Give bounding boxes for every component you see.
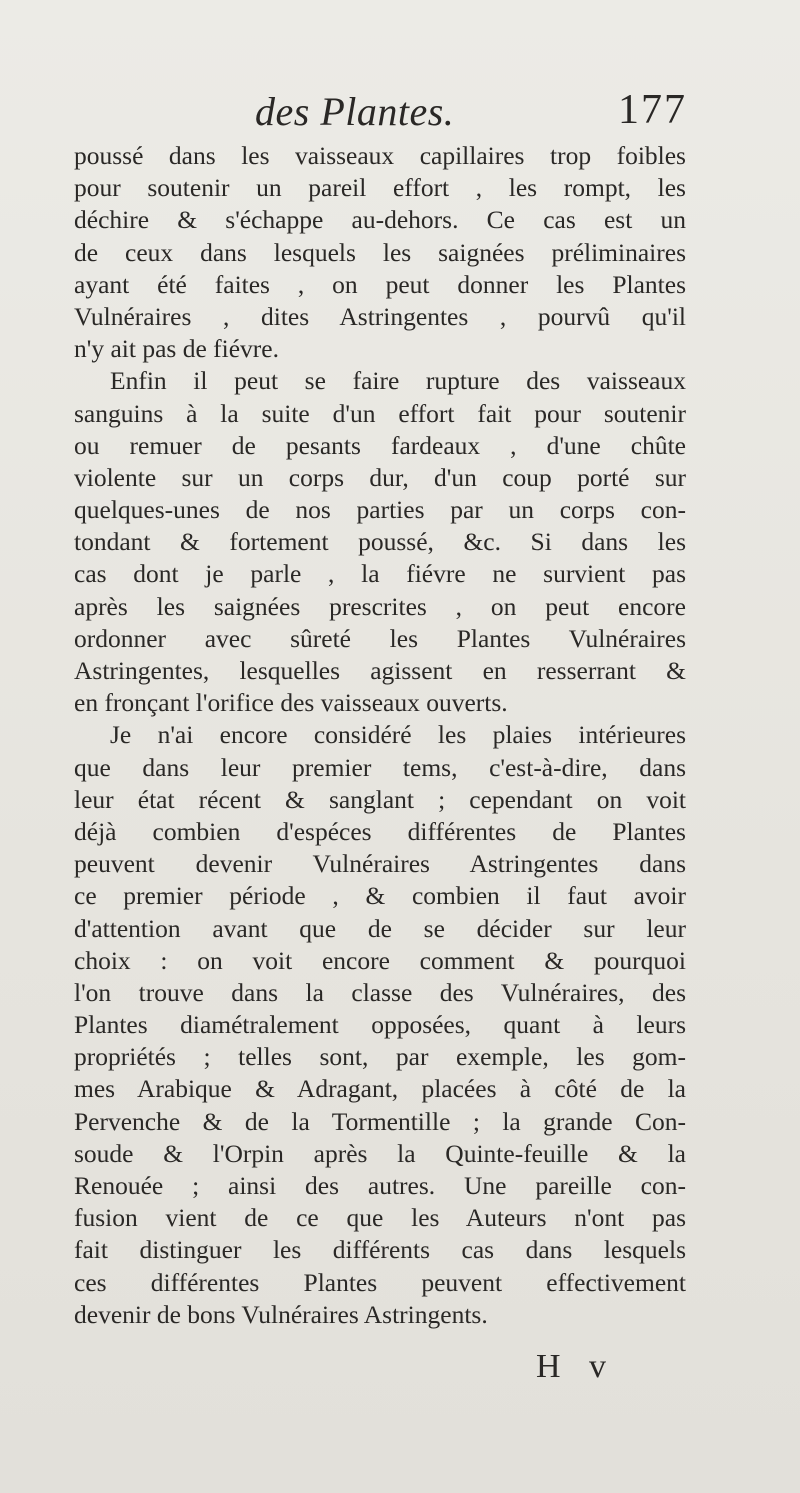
page-number: 177 bbox=[618, 87, 687, 133]
text-line: déchire & s'échappe au-dehors. Ce cas est un bbox=[74, 205, 686, 235]
text-line: peuvent devenir Vulnéraires Astringentes dans bbox=[74, 849, 686, 879]
body-text bbox=[74, 140, 686, 1331]
text-line: propriétés ; telles sont, par exemple, les gom- bbox=[74, 1042, 686, 1072]
text-line: sanguins à la suite d'un effort fait pour soutenir bbox=[74, 398, 686, 428]
text-line: soude & l'Orpin après la Quinte-feuille & la bbox=[74, 1138, 686, 1168]
text-line: violente sur un corps dur, d'un coup porté sur bbox=[74, 462, 686, 492]
text-line: n'y ait pas de fiévre. bbox=[74, 334, 279, 364]
text-line: ces différentes Plantes peuvent effectivement bbox=[74, 1267, 686, 1297]
text-line: d'attention avant que de se décider sur leur bbox=[74, 913, 686, 943]
paragraph-3 bbox=[74, 719, 686, 1331]
signature-mark: H v bbox=[536, 1348, 617, 1385]
text-line: ou remuer de pesants fardeaux , d'une chûte bbox=[74, 430, 686, 460]
text-line: en fronçant l'orifice des vaisseaux ouverts. bbox=[74, 688, 508, 718]
text-line: Je n'ai encore considéré les plaies intérieures bbox=[110, 720, 686, 750]
text-line: ayant été faites , on peut donner les Plantes bbox=[74, 269, 686, 299]
text-line: Pervenche & de la Tormentille ; la grande Con- bbox=[74, 1106, 686, 1136]
text-line: de ceux dans lesquels les saignées préliminaires bbox=[74, 237, 686, 267]
text-line: après les saignées prescrites , on peut encore bbox=[74, 591, 686, 621]
paragraph-2 bbox=[74, 365, 686, 719]
text-line: ce premier période , & combien il faut avoir bbox=[74, 881, 686, 911]
text-line: cas dont je parle , la fiévre ne survient pas bbox=[74, 559, 686, 589]
text-line: Enfin il peut se faire rupture des vaisseaux bbox=[110, 366, 686, 396]
text-line: déjà combien d'espéces différentes de Plantes bbox=[74, 816, 686, 846]
text-line: fusion vient de ce que les Auteurs n'ont pas bbox=[74, 1203, 686, 1233]
text-line: tondant & fortement poussé, &c. Si dans les bbox=[74, 527, 686, 557]
text-line: Plantes diamétralement opposées, quant à leurs bbox=[74, 1010, 686, 1040]
text-line: leur état récent & sanglant ; cependant on voit bbox=[74, 784, 686, 814]
text-line: pour soutenir un pareil effort , les rompt, les bbox=[74, 173, 686, 203]
text-line: choix : on voit encore comment & pourquoi bbox=[74, 945, 686, 975]
paragraph-1 bbox=[74, 140, 686, 365]
text-line: Astringentes, lesquelles agissent en resserrant & bbox=[74, 656, 686, 685]
text-line: devenir de bons Vulnéraires Astringents. bbox=[74, 1299, 488, 1329]
text-line: que dans leur premier tems, c'est-à-dire, dans bbox=[74, 752, 686, 782]
running-title: des Plantes. bbox=[255, 89, 455, 134]
text-line: mes Arabique & Adragant, placées à côté de la bbox=[74, 1074, 686, 1104]
text-line: poussé dans les vaisseaux capillaires trop foibles bbox=[74, 141, 686, 170]
text-line: l'on trouve dans la classe des Vulnéraires, des bbox=[74, 977, 686, 1007]
text-line: ordonner avec sûreté les Plantes Vulnéraires bbox=[74, 623, 686, 653]
text-line: Vulnéraires , dites Astringentes , pourvû qu'il bbox=[74, 301, 686, 331]
text-line: Renouée ; ainsi des autres. Une pareille con- bbox=[74, 1171, 686, 1200]
text-line: fait distinguer les différents cas dans lesquels bbox=[74, 1235, 686, 1265]
text-line: quelques-unes de nos parties par un corps con- bbox=[74, 495, 686, 525]
page-header bbox=[0, 88, 800, 148]
